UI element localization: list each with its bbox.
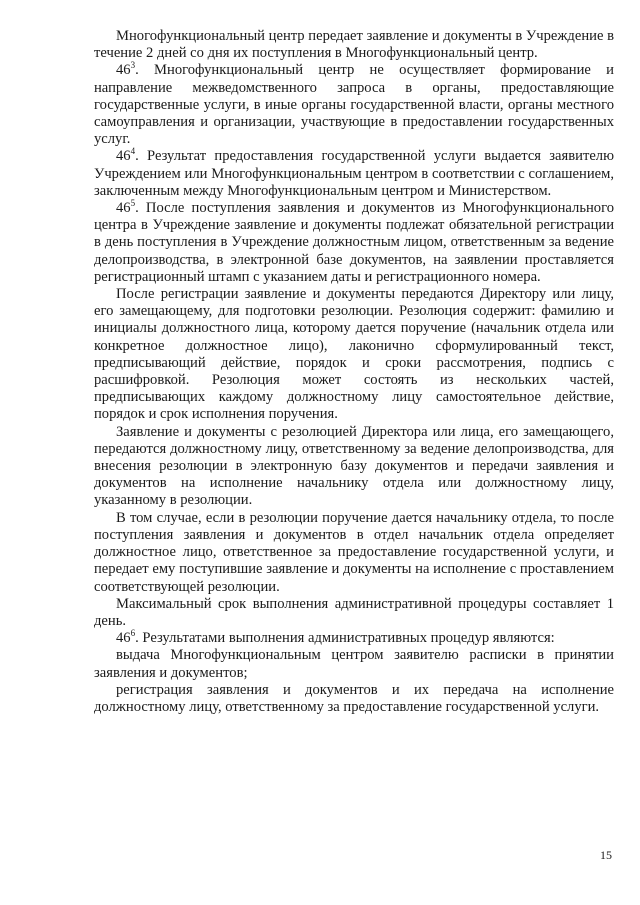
paragraph-46-3: $46^3$. Многофункциональный центр не осуществляет формирование и направление межведомственного запроса в органы, предоставляющие государственные услуги, в иные органы государственной власти, органы местного самоуправления и организации, участвующие в предоставлении государственных услуг. [94,60,614,148]
paragraph-resolution-transfer: Заявление и документы с резолюцией Директора или лица, его замещающего, передаются должностному лицу, ответственному за ведение делопроизводства, для внесения резолюции в электронную базу документов и передачи заявления и документов на исполнение начальнику отдела или должностному лицу, указанному в резолюции. [94,423,614,509]
paragraph-46-5: $46^5$. После поступления заявления и документов из Многофункционального центра в Учреждение заявление и документы подлежат обязательной регистрации в день поступления в Учреждение должностным лицом, ответственным за ведение делопроизводства, в электронной базе документов, на заявлении проставляется регистрационный штамп с указанием даты и регистрационного номера. [94,198,614,285]
paragraph-max-term: Максимальный срок выполнения административной процедуры составляет 1 день. [94,595,614,629]
paragraph-registration: После регистрации заявление и документы передаются Директору или лицу, его замещающему, для подготовки резолюции. Резолюция содержит: фамилию и инициалы должностного лица, которому дается поручение (начальник отдела или конкретное должностное лицо), лаконично сформулированный текст, предписывающий действие, порядок и сроки рассмотрения, подпись с расшифровкой. Резолюция может состоять из нескольких частей, предписывающих каждому должностному лицу самостоятельное действие, порядок и срок исполнения поручения. [94,286,614,423]
document-body [94,28,614,716]
paragraph-result-1: выдача Многофункциональным центром заявителю расписки в принятии заявления и документов; [94,647,614,681]
paragraph-46-6: $46^6$. Результатами выполнения административных процедур являются: [116,628,555,647]
paragraph-1: Многофункциональный центр передает заявление и документы в Учреждение в течение 2 дней со дня их поступления в Многофункциональный центр. [94,28,614,62]
paragraph-46-4: $46^4$. Результат предоставления государственной услуги выдается заявителю Учреждением или Многофункциональным центром в соответствии с соглашением, заключенным между Многофункциональным центром и Министерством. [94,146,614,199]
paragraph-result-2: регистрация заявления и документов и их передача на исполнение должностному лицу, ответственному за предоставление государственной услуги. [94,681,614,715]
page-number: 15 [600,848,612,862]
paragraph-department-head: В том случае, если в резолюции поручение дается начальнику отдела, то после поступления заявления и документов в отдел начальник отдела определяет должностное лицо, ответственное за предоставление государственной услуги, и передает ему поступившие заявление и документы на исполнение с проставлением соответствующей резолюции. [94,509,614,595]
